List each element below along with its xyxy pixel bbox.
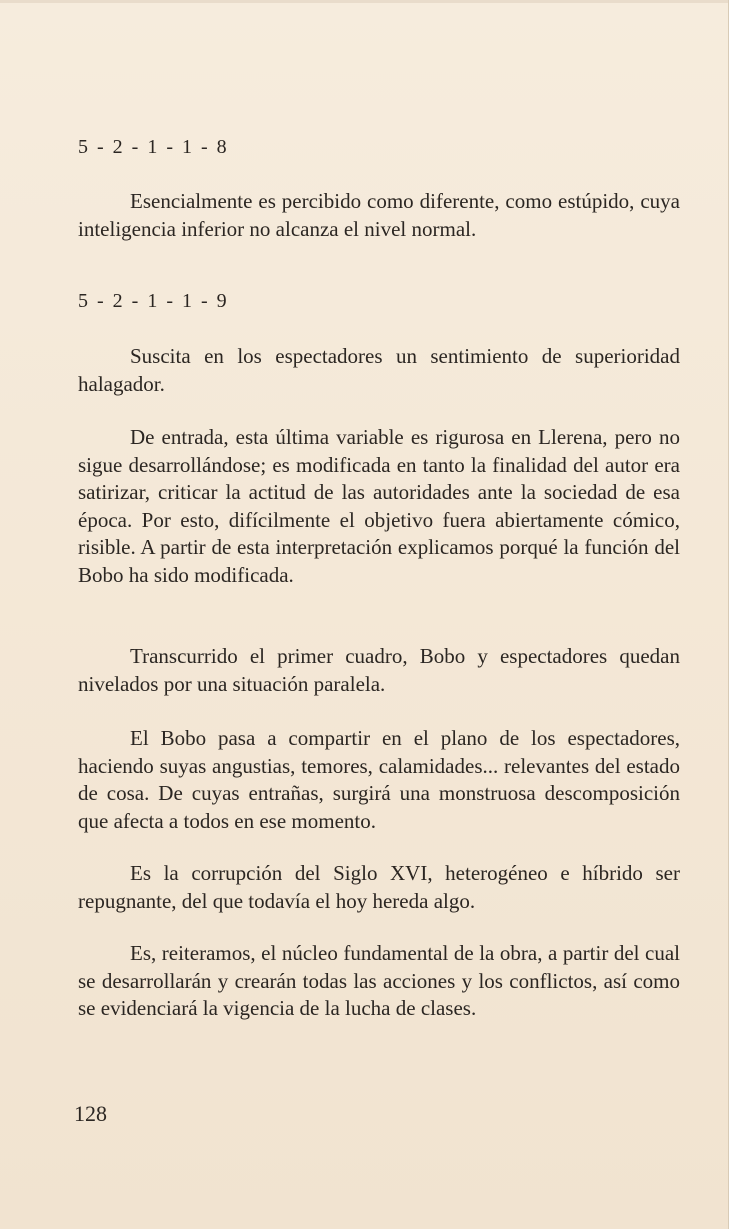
text-block-4	[78, 643, 680, 698]
paragraph-1: Esencialmente es percibido como diferente, como estúpido, cuya inteligencia inferior no alcanza el nivel normal.	[78, 189, 680, 241]
paragraph-7: Es, reiteramos, el núcleo fundamental de la obra, a partir del cual se desarrollarán y crearán todas las acciones y los conflictos, así como se evidenciará la vigencia de la lucha de clases.	[78, 941, 680, 1020]
text-block-1	[78, 188, 680, 243]
paragraph-3: De entrada, esta última variable es rigurosa en Llerena, pero no sigue desarrollándose; es modificada en tanto la finalidad del autor era satirizar, criticar la actitud de las autoridades ante la sociedad de esa época. Por esto, difícilmente el objetivo fuera abiertamente cómico, risible. A partir de esta interpretación explicamos porqué la función del Bobo ha sido modificada.	[78, 425, 680, 587]
paragraph-4: Transcurrido el primer cuadro, Bobo y espectadores quedan nivelados por una situación paralela.	[78, 644, 680, 696]
page-right-edge	[728, 0, 735, 1229]
text-block-5	[78, 725, 680, 835]
text-block-6	[78, 860, 680, 915]
section-code-8: 5 - 2 - 1 - 1 - 8	[78, 136, 229, 158]
text-block-7	[78, 940, 680, 1023]
text-block-3	[78, 424, 680, 589]
text-block-2	[78, 343, 680, 398]
paragraph-2: Suscita en los espectadores un sentimiento de superioridad halagador.	[78, 344, 680, 396]
paragraph-6: Es la corrupción del Siglo XVI, heterogéneo e híbrido ser repugnante, del que todavía el hoy hereda algo.	[78, 861, 680, 913]
page-number: 128	[74, 1101, 107, 1126]
section-code-9: 5 - 2 - 1 - 1 - 9	[78, 290, 229, 312]
page-top-edge	[0, 0, 735, 3]
paragraph-5: El Bobo pasa a compartir en el plano de los espectadores, haciendo suyas angustias, temores, calamidades... relevantes del estado de cosa. De cuyas entrañas, surgirá una monstruosa descomposición que afecta a todos en ese momento.	[78, 726, 680, 833]
